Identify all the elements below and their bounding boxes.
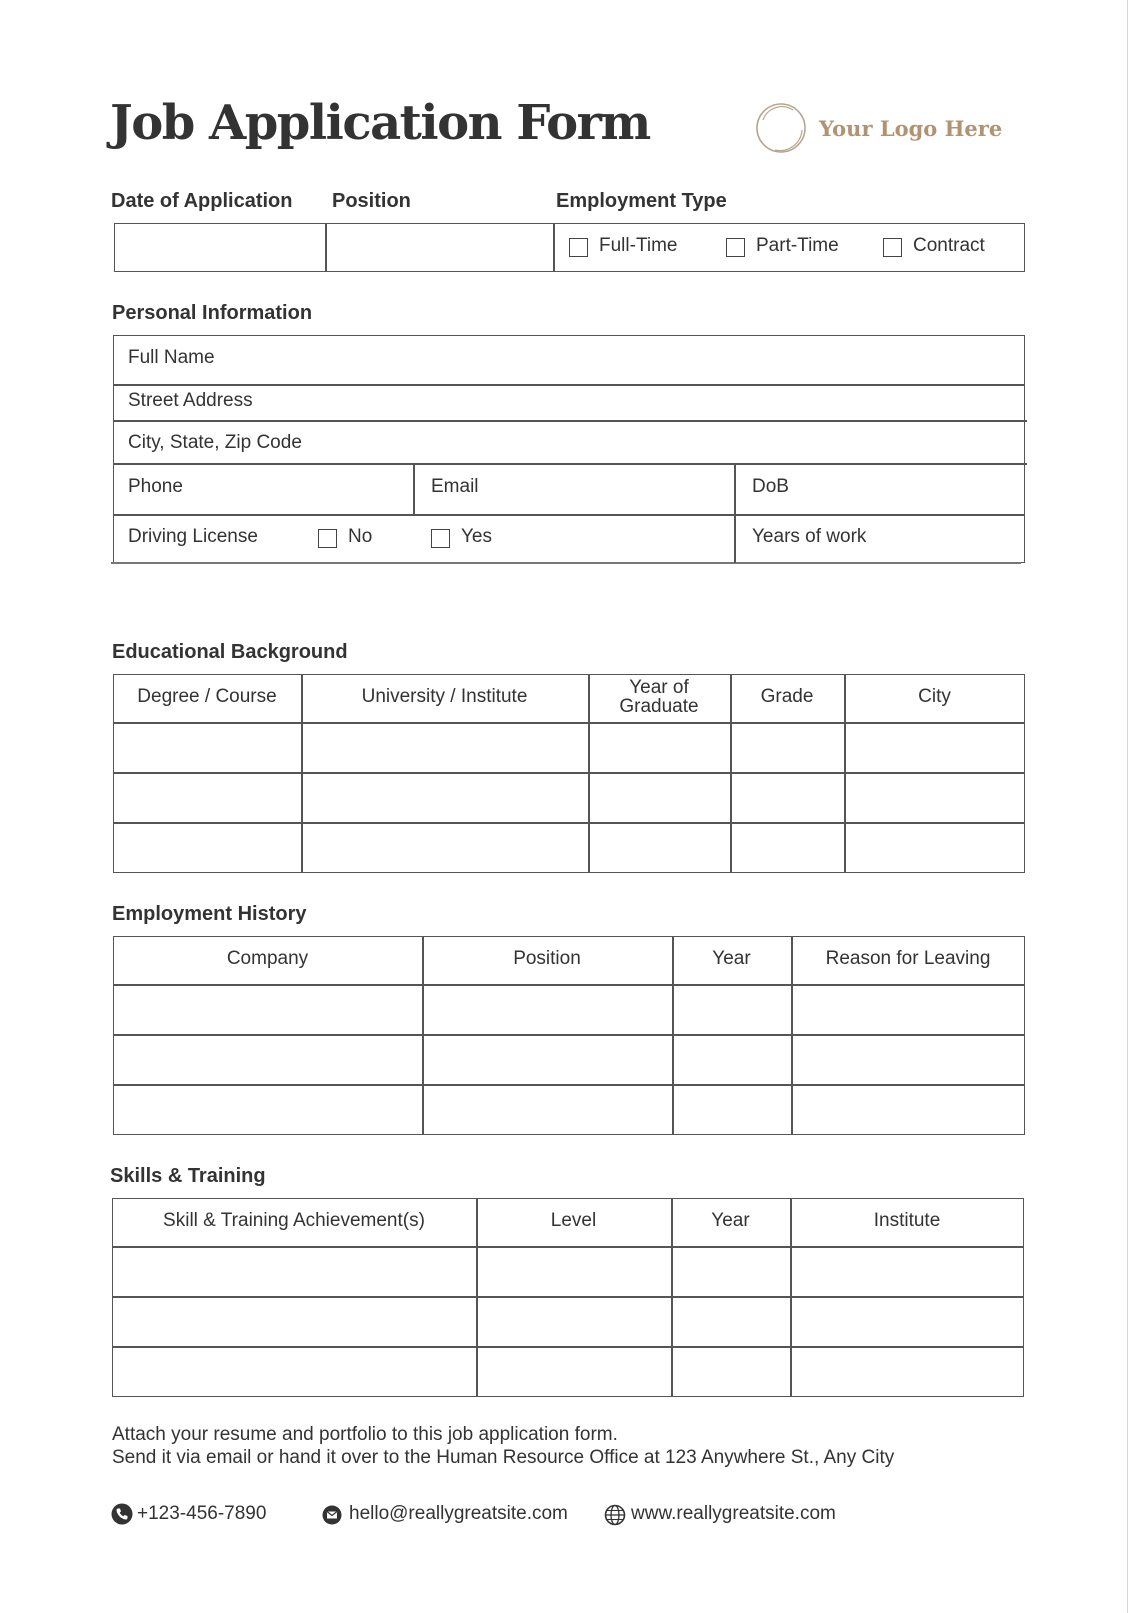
footer-instruction-1: Attach your resume and portfolio to this job application form.	[112, 1424, 618, 1445]
phone-icon	[111, 1503, 133, 1525]
col-header-year: Year	[711, 1210, 750, 1231]
footer-instruction-2: Send it via email or hand it over to the Human Resource Office at 123 Anywhere St., Any City	[112, 1447, 895, 1468]
row-divider	[113, 463, 1027, 465]
employment-history-title: Employment History	[112, 903, 307, 925]
date-of-application-field[interactable]	[114, 223, 326, 272]
driving-license-label: Driving License	[128, 526, 258, 547]
divider	[325, 223, 327, 272]
col-header-university: University / Institute	[361, 686, 528, 707]
row-divider	[113, 1034, 1025, 1036]
personal-information-title: Personal Information	[112, 302, 313, 324]
col-header-company: Company	[226, 948, 309, 969]
col-header-degree: Degree / Course	[137, 686, 277, 707]
date-of-application-label: Date of Application	[111, 190, 293, 212]
col-header-year: Year	[712, 948, 751, 969]
full-time-checkbox[interactable]	[569, 238, 588, 257]
col-header-position: Position	[513, 948, 581, 969]
col-header-year-of-graduate: Year of Graduate	[619, 677, 699, 717]
col-divider	[588, 674, 590, 873]
circle-logo-icon	[755, 100, 811, 156]
phone-field[interactable]: Phone	[128, 476, 183, 497]
educational-background-title: Educational Background	[112, 641, 348, 663]
driving-license-no-checkbox[interactable]	[318, 529, 337, 548]
full-time-label: Full-Time	[599, 235, 678, 256]
row-divider	[113, 384, 1025, 386]
row-divider	[113, 420, 1027, 422]
years-of-work-field[interactable]: Years of work	[752, 526, 867, 547]
no-label: No	[348, 526, 373, 547]
part-time-checkbox[interactable]	[726, 238, 745, 257]
row-divider	[113, 984, 1025, 986]
row-divider	[112, 1246, 1024, 1248]
row-divider	[113, 514, 1025, 516]
page-edge	[1128, 0, 1140, 1613]
street-address-field[interactable]: Street Address	[128, 390, 253, 411]
row-divider	[113, 722, 1025, 724]
col-header-institute: Institute	[873, 1210, 941, 1231]
position-label: Position	[332, 190, 411, 212]
contact-email[interactable]: hello@reallygreatsite.com	[349, 1503, 568, 1524]
email-field[interactable]: Email	[431, 476, 479, 497]
mail-icon	[322, 1505, 342, 1525]
position-field[interactable]	[326, 223, 554, 272]
driving-license-yes-checkbox[interactable]	[431, 529, 450, 548]
bottom-shadow-line	[111, 562, 1021, 564]
city-state-zip-field[interactable]: City, State, Zip Code	[128, 432, 302, 453]
row-divider	[112, 1346, 1024, 1348]
part-time-label: Part-Time	[756, 235, 839, 256]
full-name-field[interactable]: Full Name	[128, 347, 215, 368]
divider	[553, 223, 555, 272]
row-divider	[113, 772, 1025, 774]
contract-checkbox[interactable]	[883, 238, 902, 257]
contract-label: Contract	[913, 235, 985, 256]
row-divider	[113, 822, 1025, 824]
row-divider	[112, 1296, 1024, 1298]
yes-label: Yes	[461, 526, 492, 547]
logo	[755, 100, 1015, 156]
col-header-skill: Skill & Training Achievement(s)	[163, 1210, 425, 1231]
col-header-level: Level	[550, 1210, 597, 1231]
col-divider	[413, 463, 415, 514]
skills-training-title: Skills & Training	[110, 1165, 266, 1187]
page-title: Job Application Form	[110, 95, 650, 151]
logo-text: Your Logo Here	[819, 116, 1003, 141]
dob-field[interactable]: DoB	[752, 476, 789, 497]
contact-phone: +123-456-7890	[137, 1503, 267, 1524]
contact-website[interactable]: www.reallygreatsite.com	[631, 1503, 836, 1524]
col-header-city: City	[918, 686, 951, 707]
col-header-grade: Grade	[760, 686, 814, 707]
row-divider	[113, 1084, 1025, 1086]
employment-type-label: Employment Type	[556, 190, 727, 212]
col-divider	[734, 463, 736, 563]
col-header-reason-for-leaving: Reason for Leaving	[825, 948, 991, 969]
globe-icon	[604, 1504, 626, 1526]
